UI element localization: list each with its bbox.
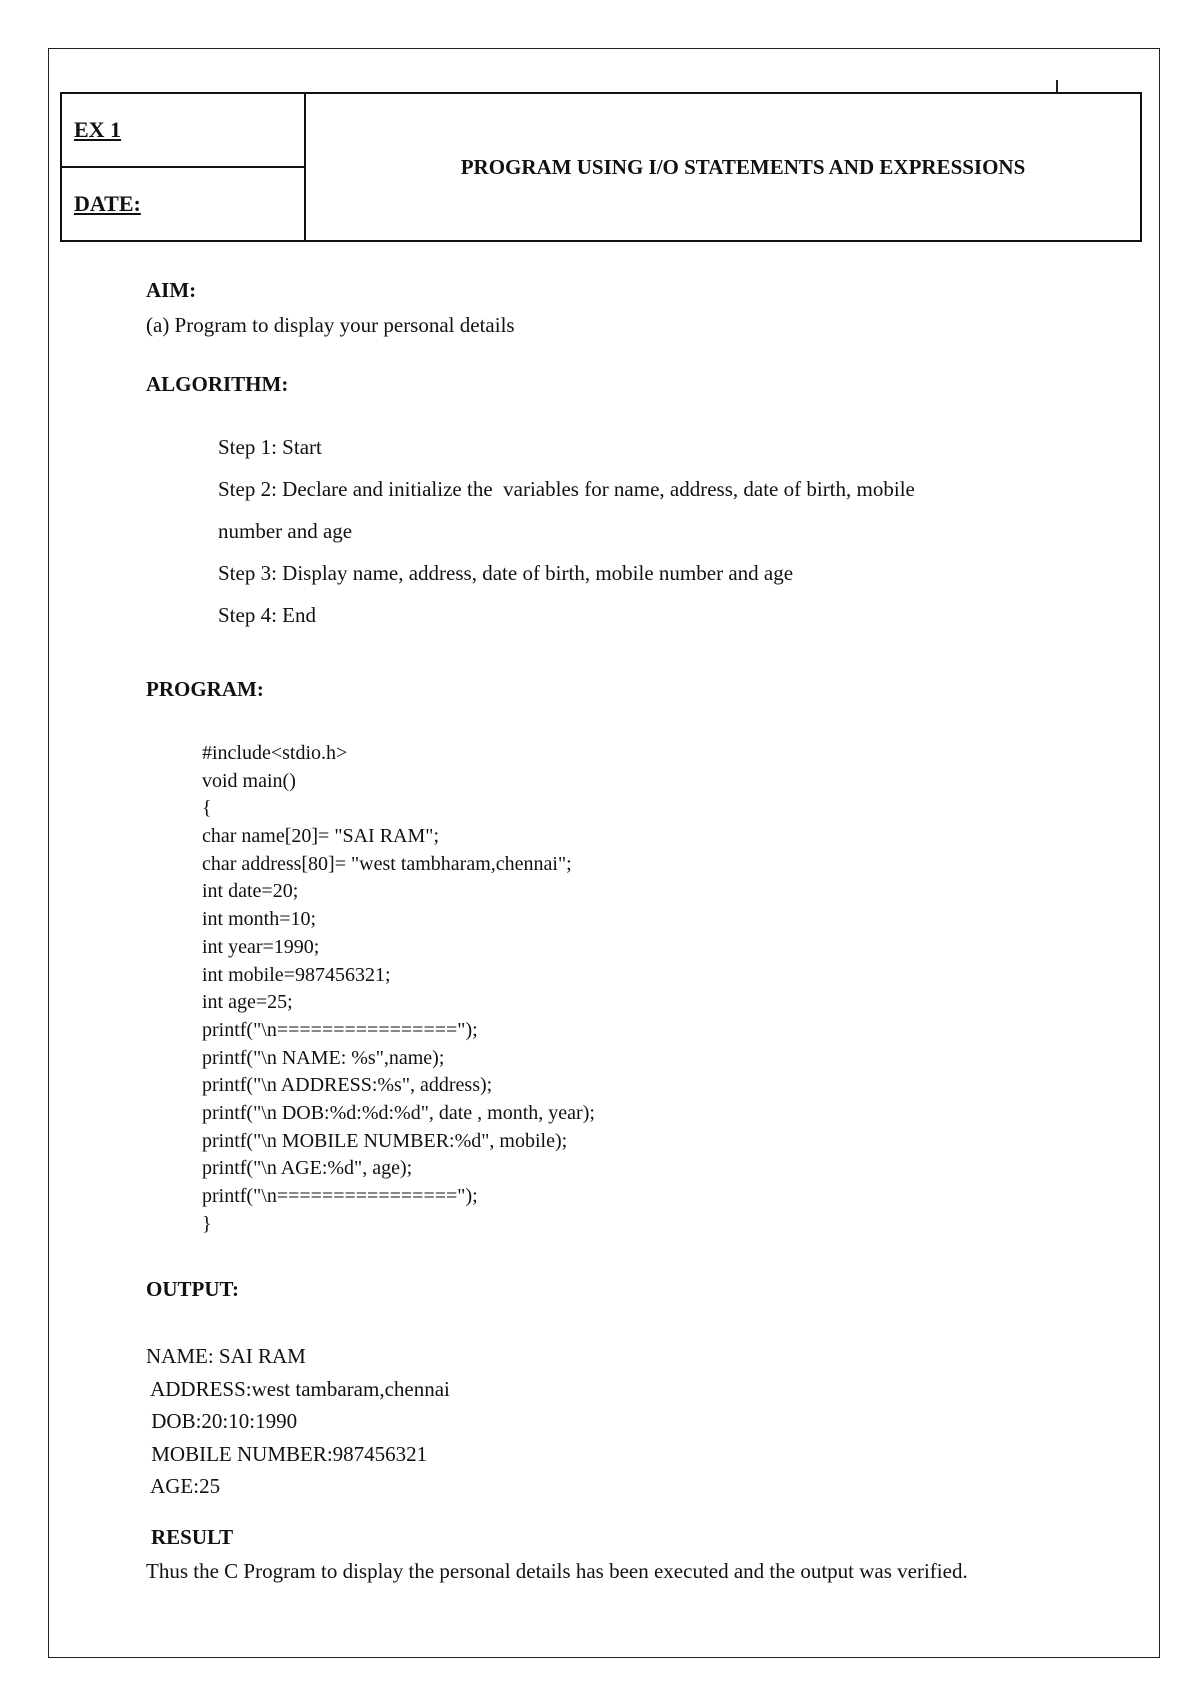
code-line: int date=20;	[202, 880, 299, 903]
program-output	[146, 1340, 450, 1503]
code-line: }	[202, 1212, 212, 1235]
header-left-column	[62, 94, 306, 240]
code-line: printf("\n ADDRESS:%s", address);	[202, 1074, 493, 1097]
program-heading: PROGRAM:	[146, 677, 264, 701]
code-line: int age=25;	[202, 991, 293, 1014]
step-label: Step 4	[218, 603, 272, 627]
algorithm-heading: ALGORITHM:	[146, 372, 289, 396]
code-line: printf("\n================");	[202, 1185, 478, 1207]
ex-number-label: EX 1	[62, 94, 304, 168]
code-line: int year=1990;	[202, 935, 320, 958]
step-text: : Declare and initialize the variables for name, address, date of birth, mobile	[271, 477, 915, 501]
code-line: printf("\n AGE:%d", age);	[202, 1157, 413, 1180]
output-heading: OUTPUT:	[146, 1277, 239, 1301]
algorithm-step	[218, 561, 793, 586]
algorithm-step	[218, 435, 322, 460]
output-line: MOBILE NUMBER:987456321	[146, 1441, 428, 1466]
step-label: Step 3	[218, 561, 272, 585]
code-line: char name[20]= "SAI RAM";	[202, 825, 440, 848]
code-line: {	[202, 797, 212, 820]
result-heading: RESULT	[151, 1525, 234, 1549]
aim-heading: AIM:	[146, 278, 197, 302]
program-code	[202, 740, 595, 1238]
step-label: Step 1	[218, 435, 272, 459]
code-line: printf("\n DOB:%d:%d:%d", date , month, year);	[202, 1101, 595, 1124]
step-text: : Display name, address, date of birth, mobile number and age	[271, 561, 794, 585]
code-line: printf("\n================");	[202, 1018, 478, 1041]
date-label: DATE:	[74, 191, 141, 216]
code-line: printf("\n MOBILE NUMBER:%d", mobile);	[202, 1129, 568, 1152]
algorithm-step	[218, 603, 316, 628]
code-line: printf("\n NAME: %s",name);	[202, 1046, 445, 1069]
code-line: int mobile=987456321;	[202, 963, 391, 986]
header-table	[60, 92, 1142, 242]
step-label: Step 2	[218, 477, 272, 501]
output-line: DOB:20:10:1990	[146, 1409, 298, 1433]
experiment-title: PROGRAM USING I/O STATEMENTS AND EXPRESSIONS	[460, 154, 1026, 179]
step-text: : Start	[271, 435, 322, 459]
code-line: #include<stdio.h>	[202, 742, 348, 764]
output-line: NAME: SAI RAM	[146, 1344, 306, 1368]
code-line: int month=10;	[202, 908, 317, 931]
output-line: AGE:25	[146, 1474, 221, 1498]
code-line: void main()	[202, 769, 296, 792]
result-text: Thus the C Program to display the personal details has been executed and the output was verified.	[146, 1559, 968, 1583]
output-line: ADDRESS:west tambaram,chennai	[146, 1376, 450, 1401]
step-text: number and age	[218, 519, 353, 543]
step-text: : End	[271, 603, 317, 627]
code-line: char address[80]= "west tambharam,chennai";	[202, 852, 572, 875]
algorithm-step	[218, 477, 915, 502]
aim-text: (a) Program to display your personal details	[146, 313, 515, 337]
algorithm-step-continuation	[218, 519, 352, 544]
